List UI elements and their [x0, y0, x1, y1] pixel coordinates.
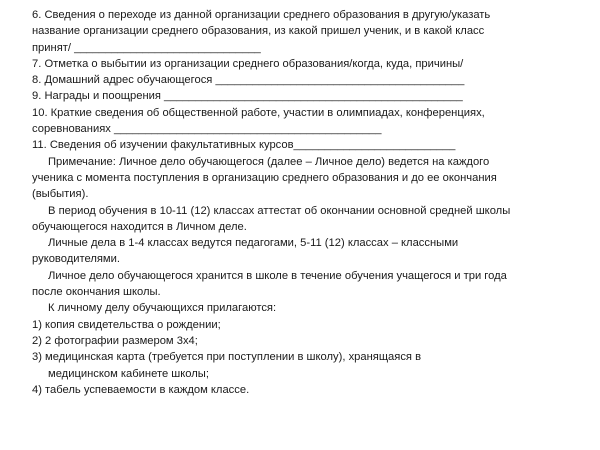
attachment-item-2: 2) 2 фотографии размером 3х4;: [32, 334, 198, 347]
attachments-heading: К личному делу обучающихся прилагаются:: [48, 302, 277, 315]
section-6-line-2: название организации среднего образования, из какой пришел ученик, и в какой класс: [32, 25, 485, 38]
files-line-1: Личные дела в 1-4 классах ведутся педагогами, 5-11 (12) классах – классными: [48, 237, 459, 250]
section-8-line: 8. Домашний адрес обучающегося ________________________________________: [32, 74, 465, 87]
section-9-line: 9. Награды и поощрения ________________________________________________: [32, 90, 463, 103]
section-6-line-1: 6. Сведения о переходе из данной организации среднего образования в другую/указать: [32, 9, 491, 21]
section-6-line-3: принят/ ______________________________: [32, 41, 261, 54]
section-10-line-2: соревнованиях ___________________________________________: [32, 123, 382, 136]
attachment-item-3-line-1: 3) медицинская карта (требуется при поступлении в школу), хранящаяся в: [32, 351, 422, 364]
attachment-item-1: 1) копия свидетельства о рождении;: [32, 318, 221, 331]
note-line-3: (выбытия).: [32, 188, 89, 201]
section-7-line: 7. Отметка о выбытии из организации среднего образования/когда, куда, причины/: [32, 57, 464, 70]
storage-line-1: Личное дело обучающегося хранится в школе в течение обучения учащегося и три года: [48, 269, 507, 282]
files-line-2: руководителями.: [32, 253, 120, 266]
storage-line-2: после окончания школы.: [32, 286, 161, 299]
document-page: [32, 7, 580, 398]
attachment-item-3-line-2: медицинском кабинете школы;: [48, 367, 209, 380]
certificate-line-1: В период обучения в 10-11 (12) классах аттестат об окончании основной средней школы: [48, 204, 511, 217]
note-line-1: Примечание: Личное дело обучающегося (далее – Личное дело) ведется на каждого: [48, 155, 490, 168]
section-10-line-1: 10. Краткие сведения об общественной работе, участии в олимпиадах, конференциях,: [32, 106, 485, 119]
note-line-2: ученика с момента поступления в организацию среднего образования и до ее окончания: [32, 171, 497, 184]
section-11-line: 11. Сведения об изучении факультативных курсов__________________________: [32, 139, 456, 152]
certificate-line-2: обучающегося находится в Личном деле.: [32, 220, 247, 233]
attachment-item-4: 4) табель успеваемости в каждом классе.: [32, 383, 250, 396]
